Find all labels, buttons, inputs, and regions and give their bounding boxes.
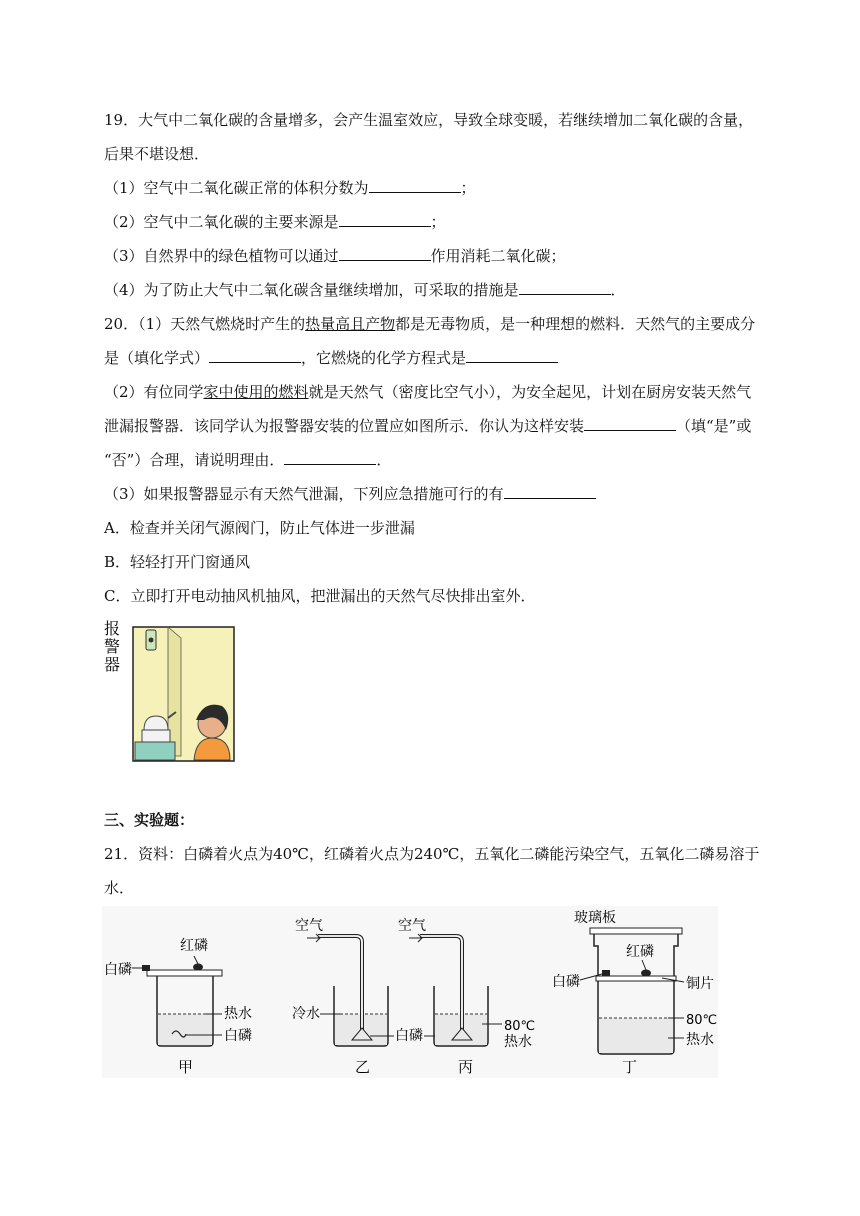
q19-part1-text: （1）空气中二氧化碳正常的体积分数为 xyxy=(104,179,369,197)
answer-blank[interactable] xyxy=(339,212,431,227)
glass-plate xyxy=(590,928,682,934)
label-hot-water: 热水 xyxy=(686,1032,714,1048)
q20-line4 xyxy=(104,416,751,436)
answer-blank[interactable] xyxy=(584,416,676,431)
q19-part3-end: 作用消耗二氧化碳； xyxy=(430,247,566,265)
phosphorus-experiment-figure xyxy=(102,906,718,1078)
q20-line6 xyxy=(104,484,596,504)
answer-blank[interactable] xyxy=(339,246,431,261)
label-temperature: 80℃ xyxy=(686,1013,718,1028)
label-hot-water: 热水 xyxy=(224,1006,252,1022)
caption-bing: 丙 xyxy=(458,1058,474,1076)
answer-blank[interactable] xyxy=(209,348,301,363)
q19-part4-end: ． xyxy=(610,281,626,299)
copper-plate xyxy=(147,970,222,976)
q20-line5 xyxy=(104,450,391,470)
q19-part4 xyxy=(104,280,626,300)
label-copper-plate: 铜片 xyxy=(686,976,714,992)
label-white-phosphorus: 白磷 xyxy=(104,962,132,978)
q20-underlined-text: 热量高且产物 xyxy=(305,315,396,333)
q21-stem-line2: 水． xyxy=(104,879,135,897)
q20-text: 泄漏报警器．该同学认为报警器安装的位置应如图所示．你认为这样安装 xyxy=(104,417,585,435)
label-air: 空气 xyxy=(295,918,323,934)
q20-option-a: A．检查并关闭气源阀门，防止气体进一步泄漏 xyxy=(104,519,415,537)
water xyxy=(158,1014,212,1045)
q20-line1 xyxy=(104,314,755,334)
q20-line2 xyxy=(104,348,558,368)
q20-underlined-text: 家中使用的燃料 xyxy=(203,383,309,401)
answer-blank[interactable] xyxy=(504,484,596,499)
q19-part2-text: （2）空气中二氧化碳的主要来源是 xyxy=(104,213,339,231)
water xyxy=(599,1018,673,1053)
label-glass-plate: 玻璃板 xyxy=(574,910,616,926)
q20-text: 是（填化学式） xyxy=(104,349,210,367)
q20-text: “否”）合理，请说明理由． xyxy=(104,451,285,469)
q21-stem-line1: 21．资料：白磷着火点为40℃，红磷着火点为240℃，五氧化二磷能污染空气，五氧化二磷易溶于 xyxy=(104,845,760,863)
q20-option-c: C．立即打开电动抽风机抽风，把泄漏出的天然气尽快排出室外． xyxy=(104,587,536,605)
q20-text: （填“是”或 xyxy=(676,417,752,435)
red-phosphorus-chunk xyxy=(641,970,651,977)
q20-text: 就是天然气（密度比空气小），为安全起见，计划在厨房安装天然气 xyxy=(308,383,752,401)
figure-label-char: 警 xyxy=(104,637,121,656)
q20-text: 20．（1）天然气燃烧时产生的 xyxy=(104,315,306,333)
figure-label-char: 器 xyxy=(104,655,121,674)
caption-jia: 甲 xyxy=(178,1058,194,1076)
answer-blank[interactable] xyxy=(369,178,461,193)
stove-counter xyxy=(135,742,175,760)
label-white-phosphorus: 白磷 xyxy=(395,1028,423,1044)
label-red-phosphorus: 红磷 xyxy=(180,938,208,954)
figure-label-char: 报 xyxy=(104,619,121,638)
q19-part2 xyxy=(104,212,446,232)
label-temperature: 80℃ xyxy=(504,1019,536,1034)
label-white-phosphorus: 白磷 xyxy=(552,974,580,990)
alarm-light-icon xyxy=(149,638,154,643)
q20-text: ，它燃烧的化学方程式是 xyxy=(301,349,467,367)
kettle-base xyxy=(142,730,170,742)
answer-blank[interactable] xyxy=(519,280,611,295)
q19-part1-end: ； xyxy=(460,179,476,197)
label-red-phosphorus: 红磷 xyxy=(626,944,654,960)
caption-yi: 乙 xyxy=(355,1058,371,1076)
q20-option-b: B．轻轻打开门窗通风 xyxy=(104,553,251,571)
label-hot-water: 热水 xyxy=(504,1034,532,1050)
section-title: 三、实验题： xyxy=(104,811,195,829)
q19-part3 xyxy=(104,246,566,266)
q20-text: ． xyxy=(376,451,392,469)
q20-text: （2）有位同学 xyxy=(104,383,204,401)
white-phosphorus-chunk xyxy=(142,965,150,971)
q19-stem-line2: 后果不堪设想． xyxy=(104,145,210,163)
gas-alarm-figure xyxy=(100,614,240,764)
label-white-phosphorus: 白磷 xyxy=(224,1028,252,1044)
label-cold-water: 冷水 xyxy=(292,1006,320,1022)
q19-part3-text: （3）自然界中的绿色植物可以通过 xyxy=(104,247,339,265)
q19-part1 xyxy=(104,178,476,198)
caption-ding: 丁 xyxy=(622,1058,638,1076)
red-phosphorus-chunk xyxy=(193,964,203,971)
label-air: 空气 xyxy=(398,918,426,934)
q19-part2-end: ； xyxy=(430,213,446,231)
white-phosphorus-chunk xyxy=(602,970,610,976)
answer-blank[interactable] xyxy=(466,348,558,363)
q20-line3 xyxy=(104,382,751,402)
q19-part4-text: （4）为了防止大气中二氧化碳含量继续增加，可采取的措施是 xyxy=(104,281,519,299)
q20-text: （3）如果报警器显示有天然气泄漏，下列应急措施可行的有 xyxy=(104,485,504,503)
q19-stem-line1: 19．大气中二氧化碳的含量增多，会产生温室效应，导致全球变暖，若继续增加二氧化碳的含量， xyxy=(104,111,754,129)
answer-blank[interactable] xyxy=(284,450,376,465)
q20-text: 都是无毒物质，是一种理想的燃料．天然气的主要成分 xyxy=(395,315,756,333)
